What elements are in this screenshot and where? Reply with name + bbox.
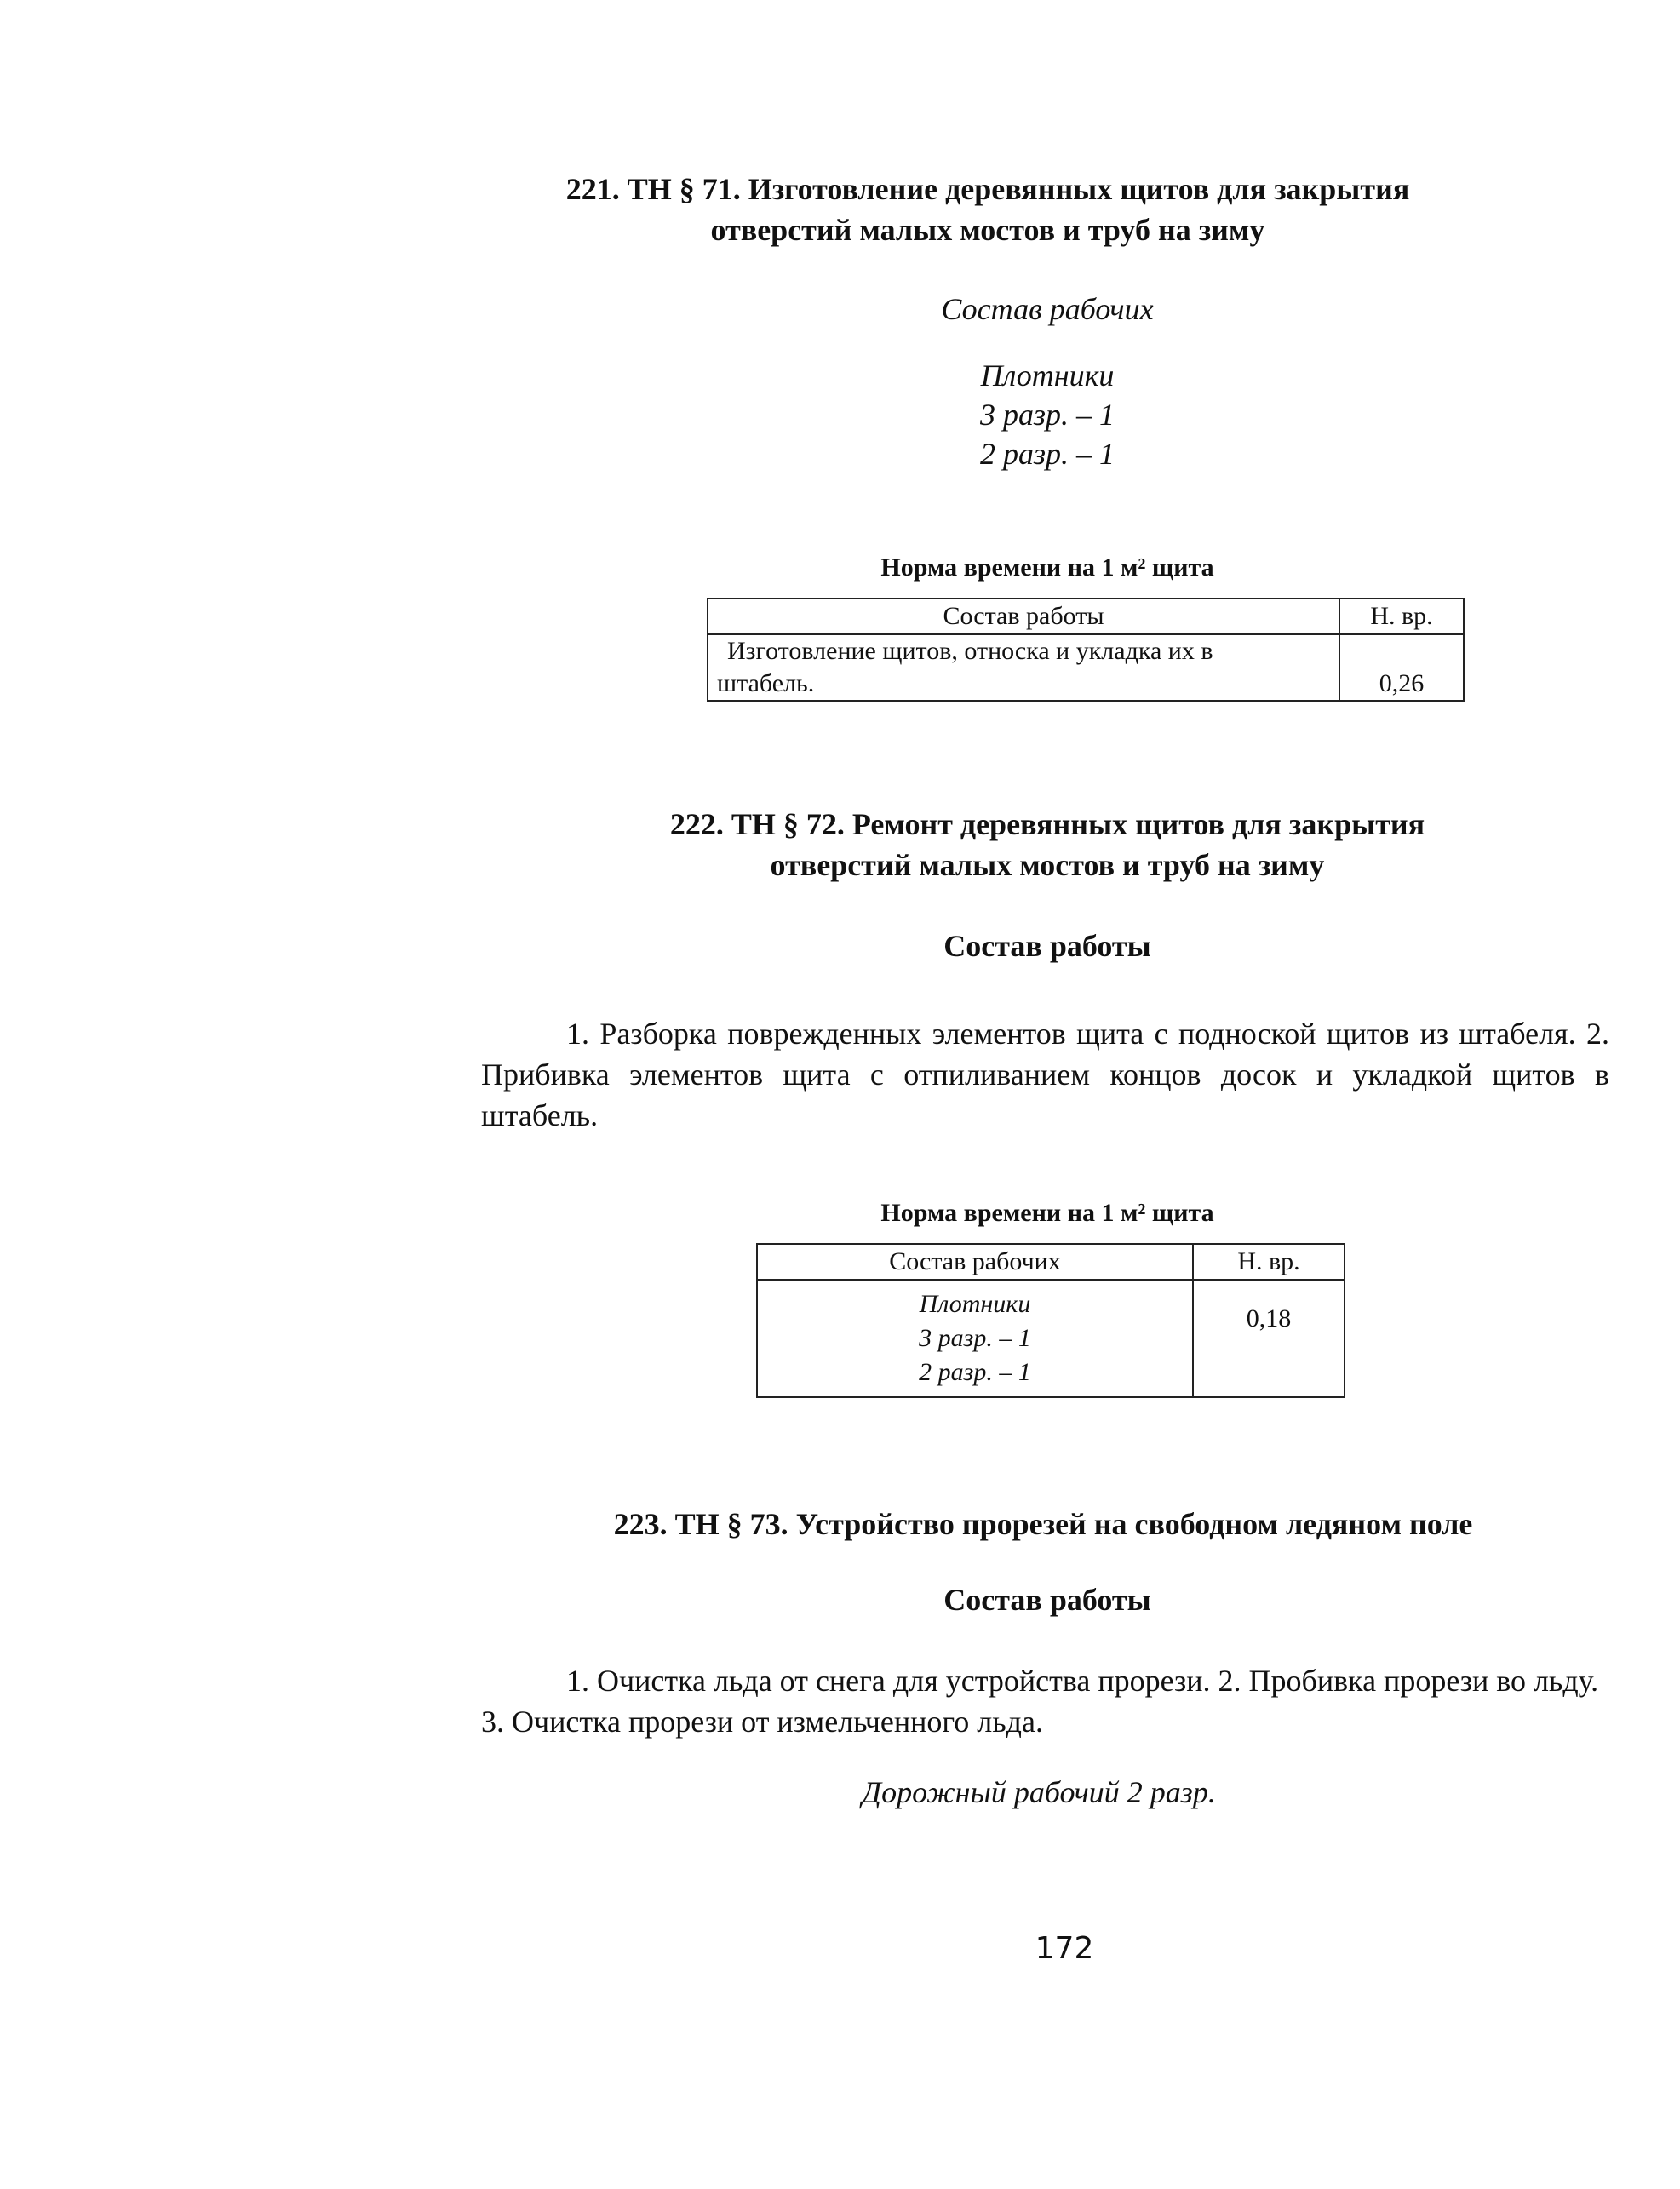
section-221-title-line1: 221. ТН § 71. Изготовление деревянных щитов для закрытия [565,172,1410,206]
work-heading-222: Состав работы [943,929,1151,963]
table-cell-work-line1: Изготовление щитов, относка и укладка их в [727,637,1213,665]
table-crew-rank-2: 2 разр. – 1 [919,1358,1031,1386]
crew-block [817,356,1277,473]
work-text-223: 1. Очистка льда от снега для устройства прорези. 2. Пробивка прорези во льду. 3. Очистка прорези от измельченного льда. [481,1664,1599,1739]
norm-table-221 [707,598,1465,702]
table-header-norm: Н. вр. [1339,599,1464,634]
section-223-title: 223. ТН § 73. Устройство прорезей на свободном ледяном поле [613,1507,1473,1541]
crew-rank-2: 2 разр. – 1 [979,437,1115,471]
norm-table-222 [756,1243,1345,1398]
table-header-crew: Состав рабочих [757,1244,1193,1280]
section-222-title-line1: 222. ТН § 72. Ремонт деревянных щитов для закрытия [669,807,1425,841]
table-row [708,634,1464,701]
table-cell-crew [757,1280,1193,1397]
crew-heading: Состав рабочих [941,292,1154,326]
crew-223: Дорожный рабочий 2 разр. [862,1775,1216,1809]
table-header-norm: Н. вр. [1193,1244,1345,1280]
table-header-work: Состав работы [708,599,1339,634]
table-crew-role: Плотники [919,1290,1031,1318]
work-text-222: 1. Разборка поврежденных элементов щита с подноской щитов из штабеля. 2. Прибивка элементов щита с отпиливанием концов досок и укладкой щитов в штабель. [481,1017,1609,1132]
table-header-row [708,599,1464,634]
section-221-title-line2: отверстий малых мостов и труб на зиму [710,213,1265,247]
page-number: 172 [1035,1931,1094,1966]
table-cell-work [708,634,1339,701]
table-header-row [757,1244,1345,1280]
section-222-title-line2: отверстий малых мостов и труб на зиму [770,848,1325,882]
table-222-caption: Норма времени на 1 м² щита [880,1199,1214,1227]
section-222-title [528,804,1567,885]
table-cell-work-line2: штабель. [717,669,815,697]
table-cell-norm: 0,18 [1193,1280,1345,1397]
crew-rank-3: 3 разр. – 1 [979,398,1115,432]
work-heading-223: Состав работы [943,1583,1151,1617]
section-221-title [477,169,1499,250]
crew-role: Плотники [980,358,1115,393]
table-row [757,1280,1345,1397]
table-cell-norm: 0,26 [1339,634,1464,701]
table-221-caption: Норма времени на 1 м² щита [880,553,1214,582]
table-crew-rank-3: 3 разр. – 1 [919,1324,1031,1352]
